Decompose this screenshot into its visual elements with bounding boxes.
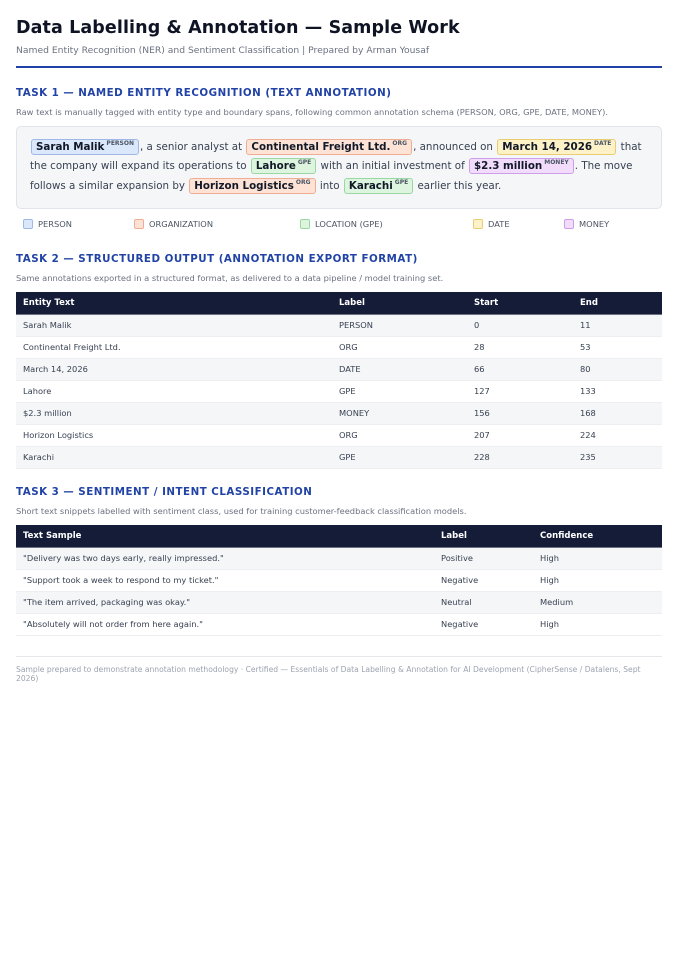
task2-description: Same annotations exported in a structured format, as delivered to a data pipeline / model training set.	[16, 272, 444, 283]
table-row	[16, 424, 662, 446]
footer-divider	[16, 656, 662, 657]
entity-date	[497, 139, 616, 155]
entity-tag: GPE	[394, 178, 409, 186]
plain-text: with an initial investment of	[320, 160, 465, 173]
cell-entity-text: Horizon Logistics	[16, 424, 332, 446]
task3-heading: TASK 3 — SENTIMENT / INTENT CLASSIFICATION	[16, 485, 313, 498]
table-header-row	[16, 525, 662, 548]
legend-item-person	[23, 219, 72, 229]
task2-heading: TASK 2 — STRUCTURED OUTPUT (ANNOTATION EXPORT FORMAT)	[16, 252, 418, 265]
plain-text: , announced on	[413, 141, 493, 153]
entity-gpe	[251, 158, 316, 174]
cell-label: Neutral	[434, 591, 533, 613]
cell-end: 53	[573, 336, 662, 358]
cell-label: MONEY	[332, 402, 467, 424]
cell-start: 127	[467, 380, 573, 402]
cell-label: DATE	[332, 358, 467, 380]
cell-end: 80	[573, 358, 662, 380]
entity-person	[31, 139, 139, 155]
cell-text-sample: "Delivery was two days early, really impressed."	[16, 547, 434, 569]
cell-confidence: High	[533, 569, 662, 591]
entity-gpe	[344, 178, 413, 194]
entity-legend	[16, 219, 662, 233]
legend-item-date	[473, 219, 510, 229]
cell-label: PERSON	[332, 314, 467, 336]
cell-label: Positive	[434, 547, 533, 569]
ner-annotated-text	[16, 126, 662, 209]
cell-start: 0	[467, 314, 573, 336]
column-header: Label	[332, 292, 467, 315]
legend-label: ORGANIZATION	[149, 218, 214, 229]
cell-start: 66	[467, 358, 573, 380]
legend-label: DATE	[488, 218, 510, 229]
table-header-row	[16, 292, 662, 315]
cell-confidence: Medium	[533, 591, 662, 613]
page-subtitle: Named Entity Recognition (NER) and Sentiment Classification | Prepared by Arman Yousaf	[16, 45, 430, 56]
entity-text: March 14, 2026	[502, 141, 593, 153]
task1-description: Raw text is manually tagged with entity type and boundary spans, following common annotation schema (PERSON, ORG, GPE, DATE, MONEY).	[16, 107, 608, 117]
cell-end: 168	[573, 402, 662, 424]
cell-end: 224	[573, 424, 662, 446]
cell-label: ORG	[332, 424, 467, 446]
table-row	[16, 314, 662, 336]
table-row	[16, 380, 662, 402]
cell-text-sample: "Support took a week to respond to my ticket."	[16, 569, 434, 591]
legend-label: MONEY	[579, 218, 610, 229]
table-row	[16, 569, 662, 591]
legend-swatch	[23, 219, 33, 229]
entity-text: $2.3 million	[473, 160, 543, 173]
column-header: Start	[467, 292, 573, 315]
column-header: Entity Text	[16, 292, 332, 315]
sentiment-table	[16, 525, 662, 636]
table-row	[16, 402, 662, 424]
cell-end: 11	[573, 314, 662, 336]
task1-heading: TASK 1 — NAMED ENTITY RECOGNITION (TEXT ANNOTATION)	[16, 87, 392, 99]
cell-confidence: High	[533, 613, 662, 635]
entity-tag: DATE	[594, 140, 612, 147]
entity-org	[189, 178, 315, 194]
entity-text: Lahore	[255, 160, 296, 173]
entity-tag: MONEY	[544, 159, 569, 167]
entity-tag: ORG	[295, 178, 311, 186]
entity-tag: GPE	[297, 159, 312, 167]
cell-entity-text: Karachi	[16, 446, 332, 468]
entity-org	[246, 139, 412, 155]
table-row	[16, 446, 662, 468]
cell-label: ORG	[332, 336, 467, 358]
cell-text-sample: "The item arrived, packaging was okay."	[16, 591, 434, 613]
legend-item-gpe	[300, 219, 383, 229]
entity-text: Continental Freight Ltd.	[251, 141, 391, 153]
table-row	[16, 591, 662, 613]
cell-entity-text: Lahore	[16, 380, 332, 402]
plain-text: earlier this year.	[417, 179, 502, 192]
entity-tag: ORG	[392, 140, 408, 147]
cell-entity-text: Sarah Malik	[16, 314, 332, 336]
legend-item-organization	[134, 219, 213, 229]
plain-text: into	[319, 179, 340, 192]
legend-swatch	[473, 219, 483, 229]
table-row	[16, 547, 662, 569]
cell-start: 207	[467, 424, 573, 446]
entity-money	[469, 158, 574, 174]
cell-text-sample: "Absolutely will not order from here again."	[16, 613, 434, 635]
legend-label: PERSON	[38, 218, 73, 229]
page-footer: Sample prepared to demonstrate annotation methodology · Certified — Essentials of Data Labelling & Annotation for AI Development (CipherSense / Datalens, Sept 2026)	[16, 664, 641, 683]
legend-swatch	[134, 219, 144, 229]
cell-label: Negative	[434, 613, 533, 635]
cell-end: 235	[573, 446, 662, 468]
plain-text: . The move follows a similar expansion by	[30, 160, 633, 192]
cell-entity-text: March 14, 2026	[16, 358, 332, 380]
cell-end: 133	[573, 380, 662, 402]
entity-text: Sarah Malik	[36, 141, 105, 153]
column-header: Text Sample	[16, 525, 434, 548]
entity-text: Karachi	[348, 179, 393, 192]
cell-label: GPE	[332, 380, 467, 402]
cell-start: 28	[467, 336, 573, 358]
plain-text: , a senior analyst at	[139, 141, 243, 153]
legend-swatch	[300, 219, 310, 229]
cell-label: GPE	[332, 446, 467, 468]
cell-start: 156	[467, 402, 573, 424]
legend-item-money	[564, 219, 609, 229]
plain-text: that the company will expand its operations to	[30, 141, 642, 173]
legend-swatch	[564, 219, 574, 229]
cell-start: 228	[467, 446, 573, 468]
cell-confidence: High	[533, 547, 662, 569]
column-header: Confidence	[533, 525, 662, 548]
cell-entity-text: $2.3 million	[16, 402, 332, 424]
table-row	[16, 613, 662, 635]
table-row	[16, 336, 662, 358]
page-title: Data Labelling & Annotation — Sample Work	[16, 18, 460, 38]
cell-entity-text: Continental Freight Ltd.	[16, 336, 332, 358]
cell-label: Negative	[434, 569, 533, 591]
legend-label: LOCATION (GPE)	[315, 218, 383, 229]
title-divider	[16, 66, 662, 68]
entity-tag: PERSON	[106, 140, 134, 147]
table-row	[16, 358, 662, 380]
annotation-export-table	[16, 292, 662, 469]
entity-text: Horizon Logistics	[194, 179, 294, 192]
column-header: Label	[434, 525, 533, 548]
task3-description: Short text snippets labelled with sentiment class, used for training customer-feedback classification models.	[16, 505, 467, 516]
column-header: End	[573, 292, 662, 315]
